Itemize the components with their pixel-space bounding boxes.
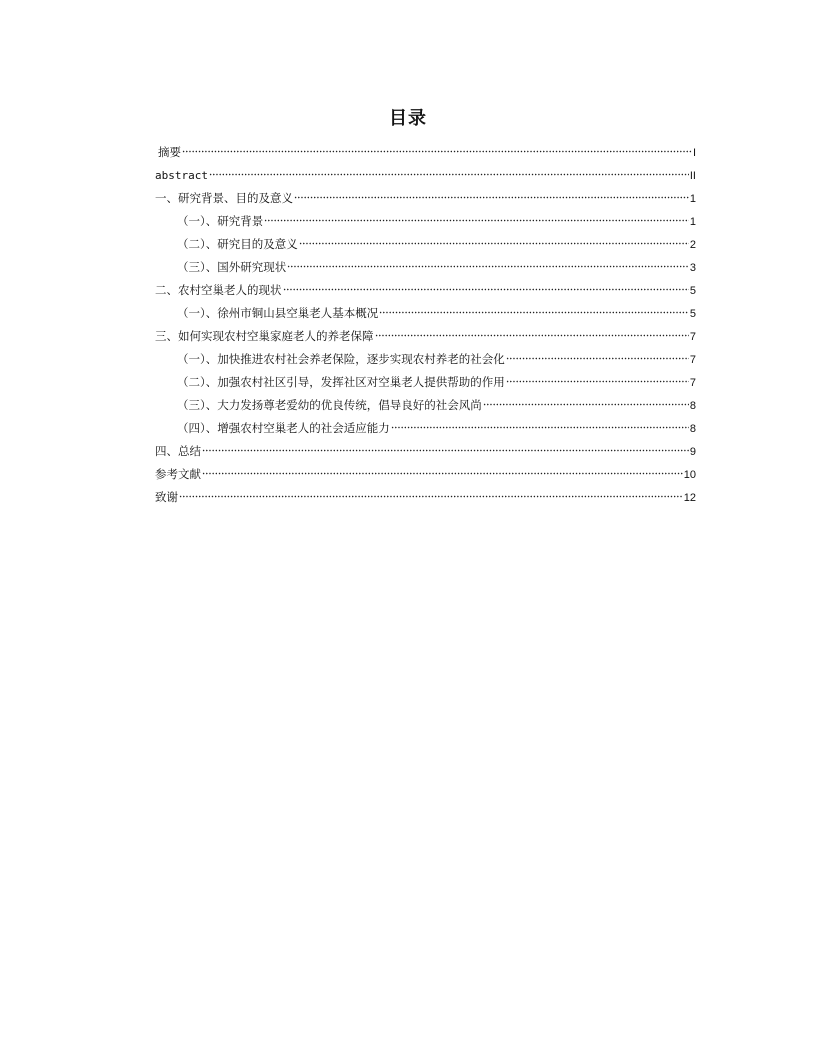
toc-entry-label: 一、研究背景、目的及意义 — [155, 191, 293, 205]
toc-entry-page: 1 — [689, 193, 696, 205]
dot-leader — [202, 442, 689, 452]
dot-leader — [287, 258, 689, 268]
toc-entry-label: （三）、大力发扬尊老爱幼的优良传统，倡导良好的社会风尚 — [177, 398, 482, 412]
toc-entry-section-3-3[interactable] — [155, 394, 696, 417]
dot-leader — [483, 396, 689, 406]
toc-entry-page: 7 — [689, 377, 696, 389]
toc-entry-label: （三）、国外研究现状 — [177, 260, 287, 274]
dot-leader — [506, 350, 689, 360]
toc-entry-section-1-3[interactable] — [155, 256, 696, 279]
dot-leader — [264, 212, 689, 222]
toc-entry-page: 8 — [689, 400, 696, 412]
dot-leader — [179, 488, 683, 498]
toc-entry-label: （二）、研究目的及意义 — [177, 237, 298, 251]
toc-entry-page: 7 — [689, 354, 696, 366]
toc-entry-page: 3 — [689, 262, 696, 274]
table-of-contents — [155, 141, 696, 509]
toc-entry-page: II — [689, 170, 696, 182]
toc-entry-acknowledgements[interactable] — [155, 486, 696, 509]
toc-entry-section-3-4[interactable] — [155, 417, 696, 440]
toc-entry-abstract-cn[interactable] — [155, 141, 696, 164]
toc-entry-page: 5 — [689, 308, 696, 320]
dot-leader — [283, 281, 689, 291]
toc-entry-label: 参考文献 — [155, 467, 201, 481]
toc-entry-chapter-1[interactable] — [155, 187, 696, 210]
toc-entry-page: 7 — [689, 331, 696, 343]
toc-entry-section-3-2[interactable] — [155, 371, 696, 394]
toc-entry-page: I — [692, 147, 696, 159]
toc-entry-chapter-4[interactable] — [155, 440, 696, 463]
toc-entry-label: （二）、加强农村社区引导，发挥社区对空巢老人提供帮助的作用 — [177, 375, 505, 389]
dot-leader — [202, 465, 683, 475]
toc-entry-label: （四）、增强农村空巢老人的社会适应能力 — [177, 421, 390, 435]
dot-leader — [379, 304, 689, 314]
toc-entry-page: 10 — [683, 469, 696, 481]
toc-entry-label: （一）、研究背景 — [177, 214, 264, 228]
toc-title: 目录 — [389, 108, 427, 129]
toc-entry-section-1-1[interactable] — [155, 210, 696, 233]
toc-entry-page: 12 — [683, 492, 696, 504]
toc-entry-label: abstract — [155, 169, 208, 182]
toc-entry-section-1-2[interactable] — [155, 233, 696, 256]
toc-entry-section-3-1[interactable] — [155, 348, 696, 371]
dot-leader — [299, 235, 689, 245]
dot-leader — [294, 189, 689, 199]
toc-entry-label: 二、农村空巢老人的现状 — [155, 283, 282, 297]
dot-leader — [209, 166, 689, 176]
toc-entry-chapter-3[interactable] — [155, 325, 696, 348]
toc-entry-page: 9 — [689, 446, 696, 458]
toc-entry-label: 四、总结 — [155, 444, 201, 458]
toc-entry-page: 2 — [689, 239, 696, 251]
dot-leader — [506, 373, 689, 383]
toc-entry-label: 致谢 — [155, 490, 178, 504]
toc-entry-label: 摘要 — [158, 145, 181, 159]
toc-entry-label: （一）、徐州市铜山县空巢老人基本概况 — [177, 306, 379, 320]
toc-entry-chapter-2[interactable] — [155, 279, 696, 302]
toc-entry-label: （一）、加快推进农村社会养老保险，逐步实现农村养老的社会化 — [177, 352, 505, 366]
dot-leader — [182, 143, 692, 153]
toc-entry-label: 三、如何实现农村空巢家庭老人的养老保障 — [155, 329, 374, 343]
toc-entry-abstract-en[interactable] — [155, 164, 696, 187]
toc-entry-page: 1 — [689, 216, 696, 228]
dot-leader — [391, 419, 689, 429]
dot-leader — [375, 327, 689, 337]
toc-entry-page: 5 — [689, 285, 696, 297]
toc-entry-references[interactable] — [155, 463, 696, 486]
toc-entry-page: 8 — [689, 423, 696, 435]
toc-entry-section-2-1[interactable] — [155, 302, 696, 325]
